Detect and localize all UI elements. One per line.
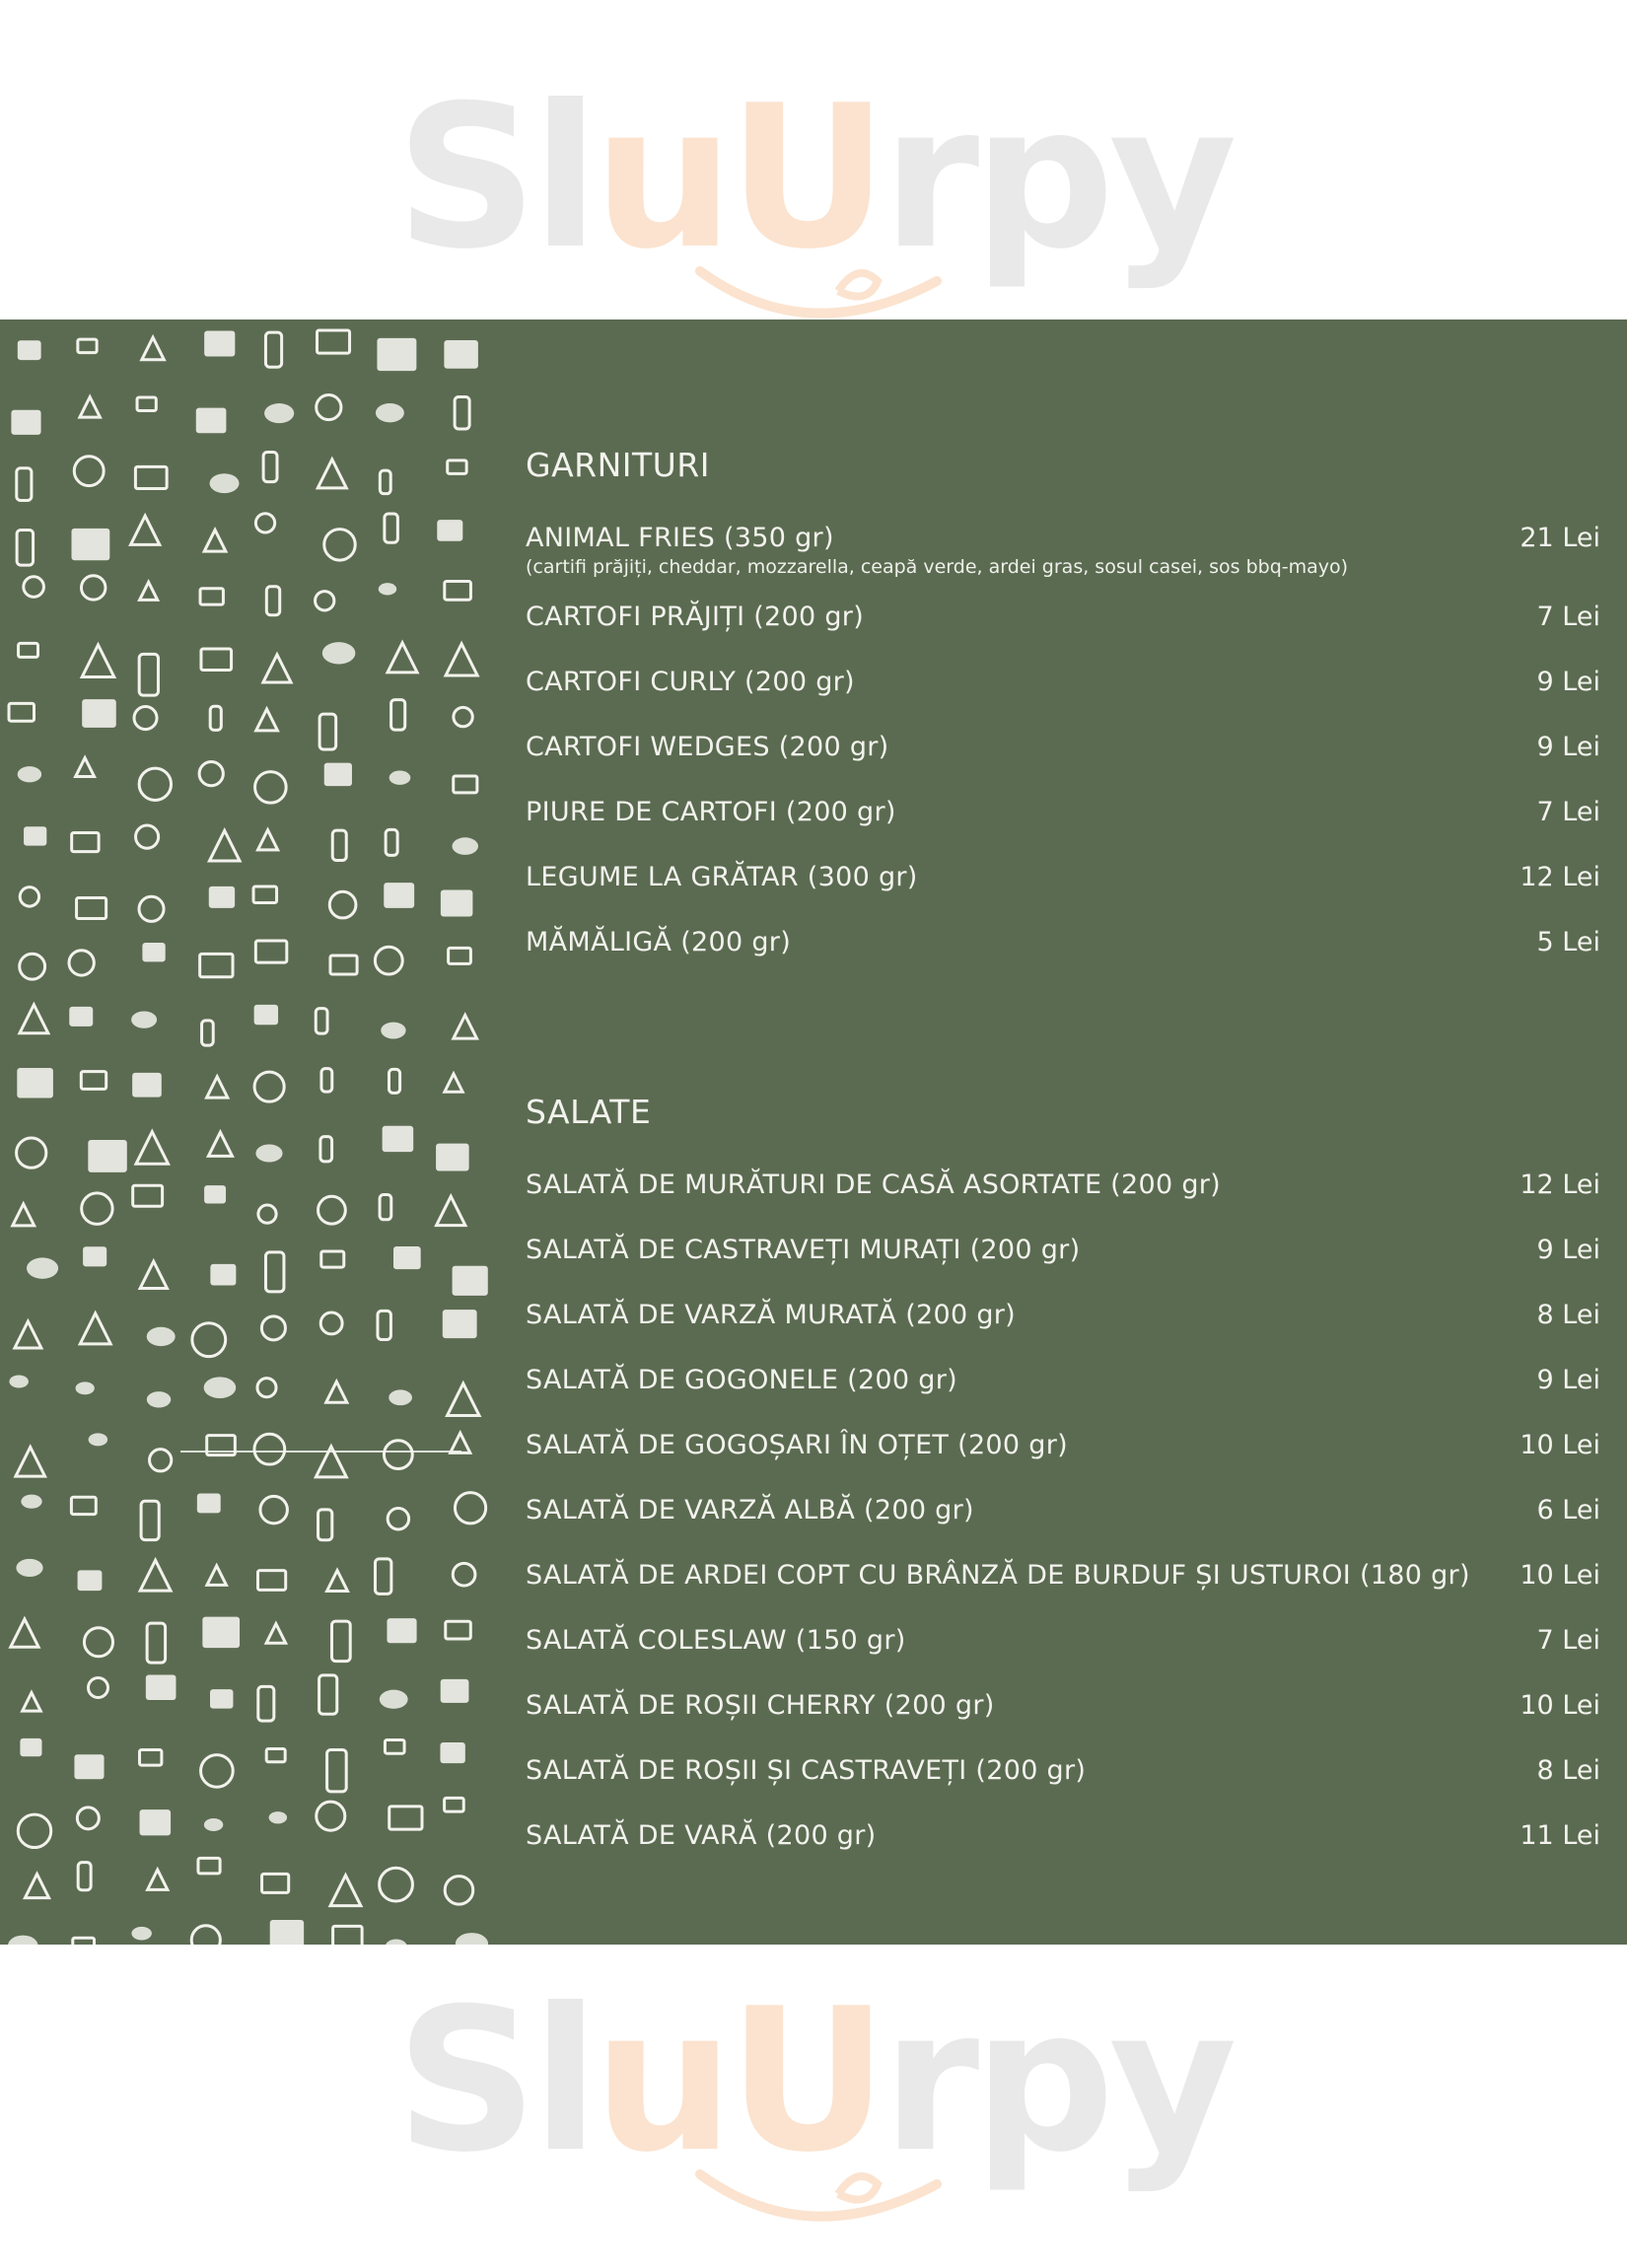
doodle-shape xyxy=(255,772,287,804)
menu-item-price: 6 Lei xyxy=(1536,1495,1600,1525)
menu-item-price: 9 Lei xyxy=(1536,1365,1600,1395)
doodle-shape xyxy=(80,1313,110,1344)
doodle-shape xyxy=(25,1874,48,1897)
menu-item-price: 8 Lei xyxy=(1536,1300,1600,1330)
doodle-shape xyxy=(140,1809,172,1835)
doodle-shape xyxy=(140,1560,171,1591)
doodle-shape xyxy=(72,529,110,560)
doodle-shape xyxy=(322,642,356,664)
doodle-shape xyxy=(256,709,278,731)
menu-item-name: SALATĂ DE ROȘII ȘI CASTRAVEȚI (200 gr) xyxy=(526,1755,1087,1786)
doodle-shape xyxy=(17,1138,46,1168)
doodle-shape xyxy=(454,707,472,726)
doodle-shape xyxy=(210,473,240,493)
menu-item-price: 12 Lei xyxy=(1520,862,1600,892)
doodle-shape xyxy=(132,1073,162,1098)
doodle-shape xyxy=(207,1566,227,1586)
doodle-shape xyxy=(441,889,473,916)
doodle-shape xyxy=(455,396,469,429)
menu-item-price: 10 Lei xyxy=(1520,1430,1600,1460)
doodle-shape xyxy=(380,470,390,494)
menu-item-name: SALATĂ DE CASTRAVEȚI MURAȚI (200 gr) xyxy=(526,1235,1081,1265)
doodle-shape xyxy=(258,1571,286,1591)
doodle-shape xyxy=(24,826,46,845)
doodle-shape xyxy=(209,830,240,861)
doodle-shape xyxy=(78,1863,91,1890)
doodle-shape xyxy=(254,1005,278,1025)
doodle-shape xyxy=(266,587,279,615)
doodle-shape xyxy=(88,1678,107,1698)
doodle-shape xyxy=(135,466,167,488)
doodle-shape xyxy=(255,1144,282,1162)
doodle-shape xyxy=(201,649,232,670)
doodle-shape xyxy=(18,340,41,360)
menu-item-name: SALATĂ DE VARZĂ ALBĂ (200 gr) xyxy=(526,1495,974,1525)
doodle-shape xyxy=(13,1204,35,1226)
doodle-shape xyxy=(20,887,38,906)
menu-item-name: CARTOFI PRĂJIȚI (200 gr) xyxy=(526,602,865,632)
doodle-shape xyxy=(386,829,397,855)
doodle-shape xyxy=(389,1807,422,1829)
doodle-shape xyxy=(20,1005,48,1033)
watermark-swoosh-bottom xyxy=(690,2155,947,2243)
doodle-shape xyxy=(80,397,100,417)
doodle-shape xyxy=(204,1377,237,1398)
doodle-shape xyxy=(140,582,158,600)
doodle-shape xyxy=(11,410,40,435)
doodle-shape xyxy=(254,1434,285,1464)
doodle-shape xyxy=(389,770,411,784)
doodle-shape xyxy=(192,1323,226,1357)
doodle-shape xyxy=(204,1818,223,1831)
doodle-shape xyxy=(204,1185,226,1203)
menu-item-price: 10 Lei xyxy=(1520,1690,1600,1721)
watermark-text-b: rpy xyxy=(882,1965,1232,2196)
menu-item-name: CARTOFI WEDGES (200 gr) xyxy=(526,732,889,762)
food-doodle-pattern xyxy=(0,319,496,1945)
doodle-shape xyxy=(147,1327,176,1346)
doodle-shape xyxy=(378,1311,390,1339)
doodle-shape xyxy=(16,1559,42,1577)
doodle-shape xyxy=(76,1382,95,1394)
doodle-shape xyxy=(389,1389,412,1405)
doodle-shape xyxy=(81,576,105,600)
doodle-shape xyxy=(385,1739,404,1753)
menu-item-price: 10 Lei xyxy=(1520,1560,1600,1591)
doodle-shape xyxy=(257,1379,276,1397)
watermark-text-a: Sl xyxy=(395,62,594,293)
doodle-shape xyxy=(266,1748,285,1761)
doodle-shape xyxy=(147,1623,165,1663)
doodle-shape xyxy=(320,1137,332,1162)
doodle-shape xyxy=(78,339,97,352)
menu-item-price: 7 Lei xyxy=(1536,602,1600,632)
menu-item-name: SALATĂ DE VARĂ (200 gr) xyxy=(526,1820,877,1851)
menu-item-name: SALATĂ DE ROȘII CHERRY (200 gr) xyxy=(526,1690,995,1721)
doodle-shape xyxy=(330,1876,361,1906)
doodle-shape xyxy=(196,408,227,434)
section-title: GARNITURI xyxy=(526,446,710,484)
doodle-shape xyxy=(264,403,294,423)
doodle-shape xyxy=(72,832,99,851)
menu-item-price: 7 Lei xyxy=(1536,797,1600,827)
watermark-text-b: rpy xyxy=(882,62,1232,293)
doodle-shape xyxy=(316,592,334,610)
doodle-shape xyxy=(210,1689,233,1709)
doodle-shape xyxy=(260,1496,287,1523)
doodle-shape xyxy=(198,1858,220,1874)
doodle-shape xyxy=(204,530,226,551)
menu-item-name: PIURE DE CARTOFI (200 gr) xyxy=(526,797,896,827)
doodle-shape xyxy=(327,1749,347,1791)
doodle-shape xyxy=(253,886,277,902)
doodle-shape xyxy=(24,577,44,598)
doodle-shape xyxy=(329,891,356,918)
doodle-shape xyxy=(139,896,164,921)
doodle-shape xyxy=(199,761,223,785)
doodle-shape xyxy=(69,951,94,975)
doodle-shape xyxy=(140,1750,162,1766)
doodle-shape xyxy=(448,461,466,474)
doodle-shape xyxy=(318,1510,332,1540)
doodle-shape xyxy=(453,1266,488,1296)
doodle-shape xyxy=(74,1754,104,1779)
doodle-shape xyxy=(17,1068,53,1099)
doodle-shape xyxy=(445,1798,464,1811)
menu-item-price: 9 Lei xyxy=(1536,732,1600,762)
doodle-shape xyxy=(17,530,33,565)
doodle-shape xyxy=(326,1382,347,1402)
doodle-shape xyxy=(9,1375,29,1387)
doodle-shape xyxy=(88,1140,126,1172)
doodle-shape xyxy=(454,776,477,793)
doodle-shape xyxy=(383,1126,414,1152)
doodle-shape xyxy=(262,1874,289,1892)
doodle-shape xyxy=(446,644,477,675)
menu-panel xyxy=(0,319,1627,1945)
doodle-shape xyxy=(140,1261,167,1288)
doodle-shape xyxy=(261,1316,285,1340)
section-title: SALATE xyxy=(526,1093,652,1131)
doodle-shape xyxy=(376,403,404,422)
doodle-shape xyxy=(82,645,114,677)
doodle-shape xyxy=(19,643,38,657)
doodle-shape xyxy=(142,337,165,360)
menu-item-name: SALATĂ DE GOGOȘARI ÎN OȚET (200 gr) xyxy=(526,1430,1068,1460)
watermark-text-u: uU xyxy=(593,62,883,293)
doodle-shape xyxy=(209,886,235,908)
menu-item-description: (cartifi prăjiți, cheddar, mozzarella, ceapă verde, ardei gras, sosul casei, sos bbq-mayo) xyxy=(526,556,1349,578)
doodle-shape xyxy=(71,1497,96,1514)
doodle-shape xyxy=(269,1811,287,1823)
doodle-shape xyxy=(197,1493,221,1513)
doodle-shape xyxy=(18,1814,50,1847)
doodle-shape xyxy=(133,1185,163,1206)
menu-item-price: 5 Lei xyxy=(1536,927,1600,957)
doodle-shape xyxy=(380,1194,391,1219)
doodle-shape xyxy=(375,1559,390,1594)
doodle-shape xyxy=(437,520,462,541)
doodle-shape xyxy=(146,1674,177,1700)
doodle-shape xyxy=(89,1433,108,1446)
doodle-shape xyxy=(202,1617,240,1648)
doodle-shape xyxy=(20,1738,41,1756)
doodle-shape xyxy=(210,1264,236,1286)
menu-item-name: ANIMAL FRIES (350 gr) xyxy=(526,523,834,553)
watermark-text-u: uU xyxy=(593,1965,883,2196)
menu-item-name: LEGUME LA GRĂTAR (300 gr) xyxy=(526,862,918,892)
doodle-shape xyxy=(27,1257,58,1278)
doodle-shape xyxy=(320,1312,342,1334)
doodle-shape xyxy=(258,1686,274,1721)
doodle-shape xyxy=(11,1619,38,1647)
doodle-shape xyxy=(263,452,277,481)
doodle-shape xyxy=(436,1144,469,1171)
doodle-shape xyxy=(263,655,291,682)
doodle-shape xyxy=(321,1069,332,1092)
doodle-shape xyxy=(375,947,402,974)
menu-content xyxy=(526,319,1600,1945)
doodle-shape xyxy=(318,460,346,488)
doodle-shape xyxy=(321,1251,344,1267)
doodle-shape xyxy=(255,514,274,532)
doodle-shape xyxy=(82,1193,112,1224)
doodle-shape xyxy=(202,1021,214,1045)
doodle-shape xyxy=(445,582,471,601)
doodle-shape xyxy=(83,1246,106,1266)
doodle-shape xyxy=(210,706,221,730)
doodle-shape xyxy=(317,394,341,419)
doodle-shape xyxy=(445,1877,473,1905)
doodle-shape xyxy=(384,1441,412,1469)
doodle-shape xyxy=(130,516,159,544)
doodle-shape xyxy=(69,1007,93,1027)
doodle-shape xyxy=(319,714,336,749)
doodle-shape xyxy=(316,1009,327,1034)
doodle-shape xyxy=(453,837,478,855)
doodle-shape xyxy=(381,1023,405,1039)
menu-item-name: SALATĂ DE GOGONELE (200 gr) xyxy=(526,1365,957,1395)
pattern-divider-line xyxy=(180,1451,461,1453)
menu-item-name: SALATĂ DE ARDEI COPT CU BRÂNZĂ DE BURDUF ȘI USTUROI (180 gr) xyxy=(526,1560,1470,1591)
doodle-shape xyxy=(142,943,165,961)
doodle-shape xyxy=(254,1072,284,1101)
doodle-shape xyxy=(148,1870,168,1889)
doodle-shape xyxy=(201,1755,234,1788)
menu-item-name: SALATĂ DE VARZĂ MURATĂ (200 gr) xyxy=(526,1300,1017,1330)
doodle-shape xyxy=(387,1618,416,1643)
doodle-shape xyxy=(324,530,355,560)
doodle-shape xyxy=(200,589,223,604)
doodle-shape xyxy=(377,338,416,371)
doodle-shape xyxy=(448,1383,480,1416)
doodle-shape xyxy=(388,643,417,673)
doodle-shape xyxy=(380,1690,408,1709)
doodle-shape xyxy=(445,1074,462,1092)
doodle-shape xyxy=(141,1501,159,1539)
doodle-shape xyxy=(77,897,106,918)
doodle-shape xyxy=(437,1196,465,1225)
doodle-shape xyxy=(449,948,471,963)
doodle-shape xyxy=(440,1742,464,1763)
doodle-shape xyxy=(131,1011,157,1028)
doodle-shape xyxy=(17,468,32,501)
doodle-shape xyxy=(208,1132,232,1156)
doodle-shape xyxy=(324,763,352,787)
doodle-shape xyxy=(84,1628,112,1657)
menu-item-price: 8 Lei xyxy=(1536,1755,1600,1786)
doodle-shape xyxy=(20,954,45,979)
doodle-shape xyxy=(265,332,281,367)
doodle-shape xyxy=(82,699,116,728)
menu-item-name: SALATĂ DE MURĂTURI DE CASĂ ASORTATE (200 gr) xyxy=(526,1169,1222,1200)
doodle-shape xyxy=(443,1310,477,1338)
menu-item-price: 7 Lei xyxy=(1536,1625,1600,1656)
menu-item-price: 11 Lei xyxy=(1520,1820,1600,1851)
doodle-shape xyxy=(258,830,278,850)
menu-item-name: CARTOFI CURLY (200 gr) xyxy=(526,667,855,697)
doodle-shape xyxy=(77,1807,99,1829)
doodle-shape xyxy=(21,1495,41,1509)
doodle-shape xyxy=(258,1205,276,1223)
menu-item-price: 21 Lei xyxy=(1520,523,1600,553)
doodle-shape xyxy=(446,1621,471,1639)
doodle-shape xyxy=(327,1571,348,1592)
doodle-shape xyxy=(318,1196,346,1224)
menu-item-price: 9 Lei xyxy=(1536,1235,1600,1265)
menu-item-name: MĂMĂLIGĂ (200 gr) xyxy=(526,927,792,957)
doodle-shape xyxy=(136,825,159,848)
doodle-shape xyxy=(9,703,34,721)
doodle-shape xyxy=(330,956,357,974)
doodle-shape xyxy=(266,1624,286,1644)
doodle-shape xyxy=(455,1493,485,1524)
doodle-shape xyxy=(139,768,171,800)
doodle-shape xyxy=(380,1868,413,1901)
doodle-shape xyxy=(23,1693,41,1712)
doodle-shape xyxy=(147,1391,171,1407)
doodle-shape xyxy=(331,1621,350,1662)
doodle-shape xyxy=(16,1447,45,1476)
doodle-shape xyxy=(136,1132,168,1164)
menu-item-price: 12 Lei xyxy=(1520,1169,1600,1200)
doodle-shape xyxy=(391,700,405,731)
doodle-shape xyxy=(204,331,235,357)
doodle-shape xyxy=(200,954,233,976)
doodle-shape xyxy=(78,1570,103,1591)
doodle-shape xyxy=(76,758,95,777)
doodle-shape xyxy=(444,340,477,369)
menu-item-name: SALATĂ COLESLAW (150 gr) xyxy=(526,1625,906,1656)
doodle-shape xyxy=(134,707,157,730)
doodle-shape xyxy=(332,830,346,860)
doodle-shape xyxy=(318,330,350,353)
doodle-shape xyxy=(319,1675,337,1714)
doodle-shape xyxy=(207,1077,228,1098)
doodle-shape xyxy=(81,1072,106,1090)
doodle-shape xyxy=(453,1563,475,1586)
doodle-shape xyxy=(137,397,156,410)
doodle-shape xyxy=(317,1802,345,1830)
doodle-shape xyxy=(265,1252,283,1292)
doodle-shape xyxy=(255,941,286,962)
doodle-shape xyxy=(379,583,396,595)
doodle-shape xyxy=(454,1015,477,1038)
doodle-shape xyxy=(150,1450,172,1471)
doodle-shape xyxy=(388,1508,408,1528)
watermark-text-a: Sl xyxy=(395,1965,594,2196)
menu-item-price: 9 Lei xyxy=(1536,667,1600,697)
doodle-shape xyxy=(18,766,41,782)
doodle-shape xyxy=(389,1069,399,1093)
doodle-shape xyxy=(385,514,397,542)
doodle-shape xyxy=(393,1246,421,1269)
doodle-shape xyxy=(384,883,414,908)
doodle-shape xyxy=(441,1679,469,1703)
doodle-shape xyxy=(139,654,158,695)
doodle-shape xyxy=(74,457,104,486)
doodle-shape xyxy=(15,1321,41,1348)
